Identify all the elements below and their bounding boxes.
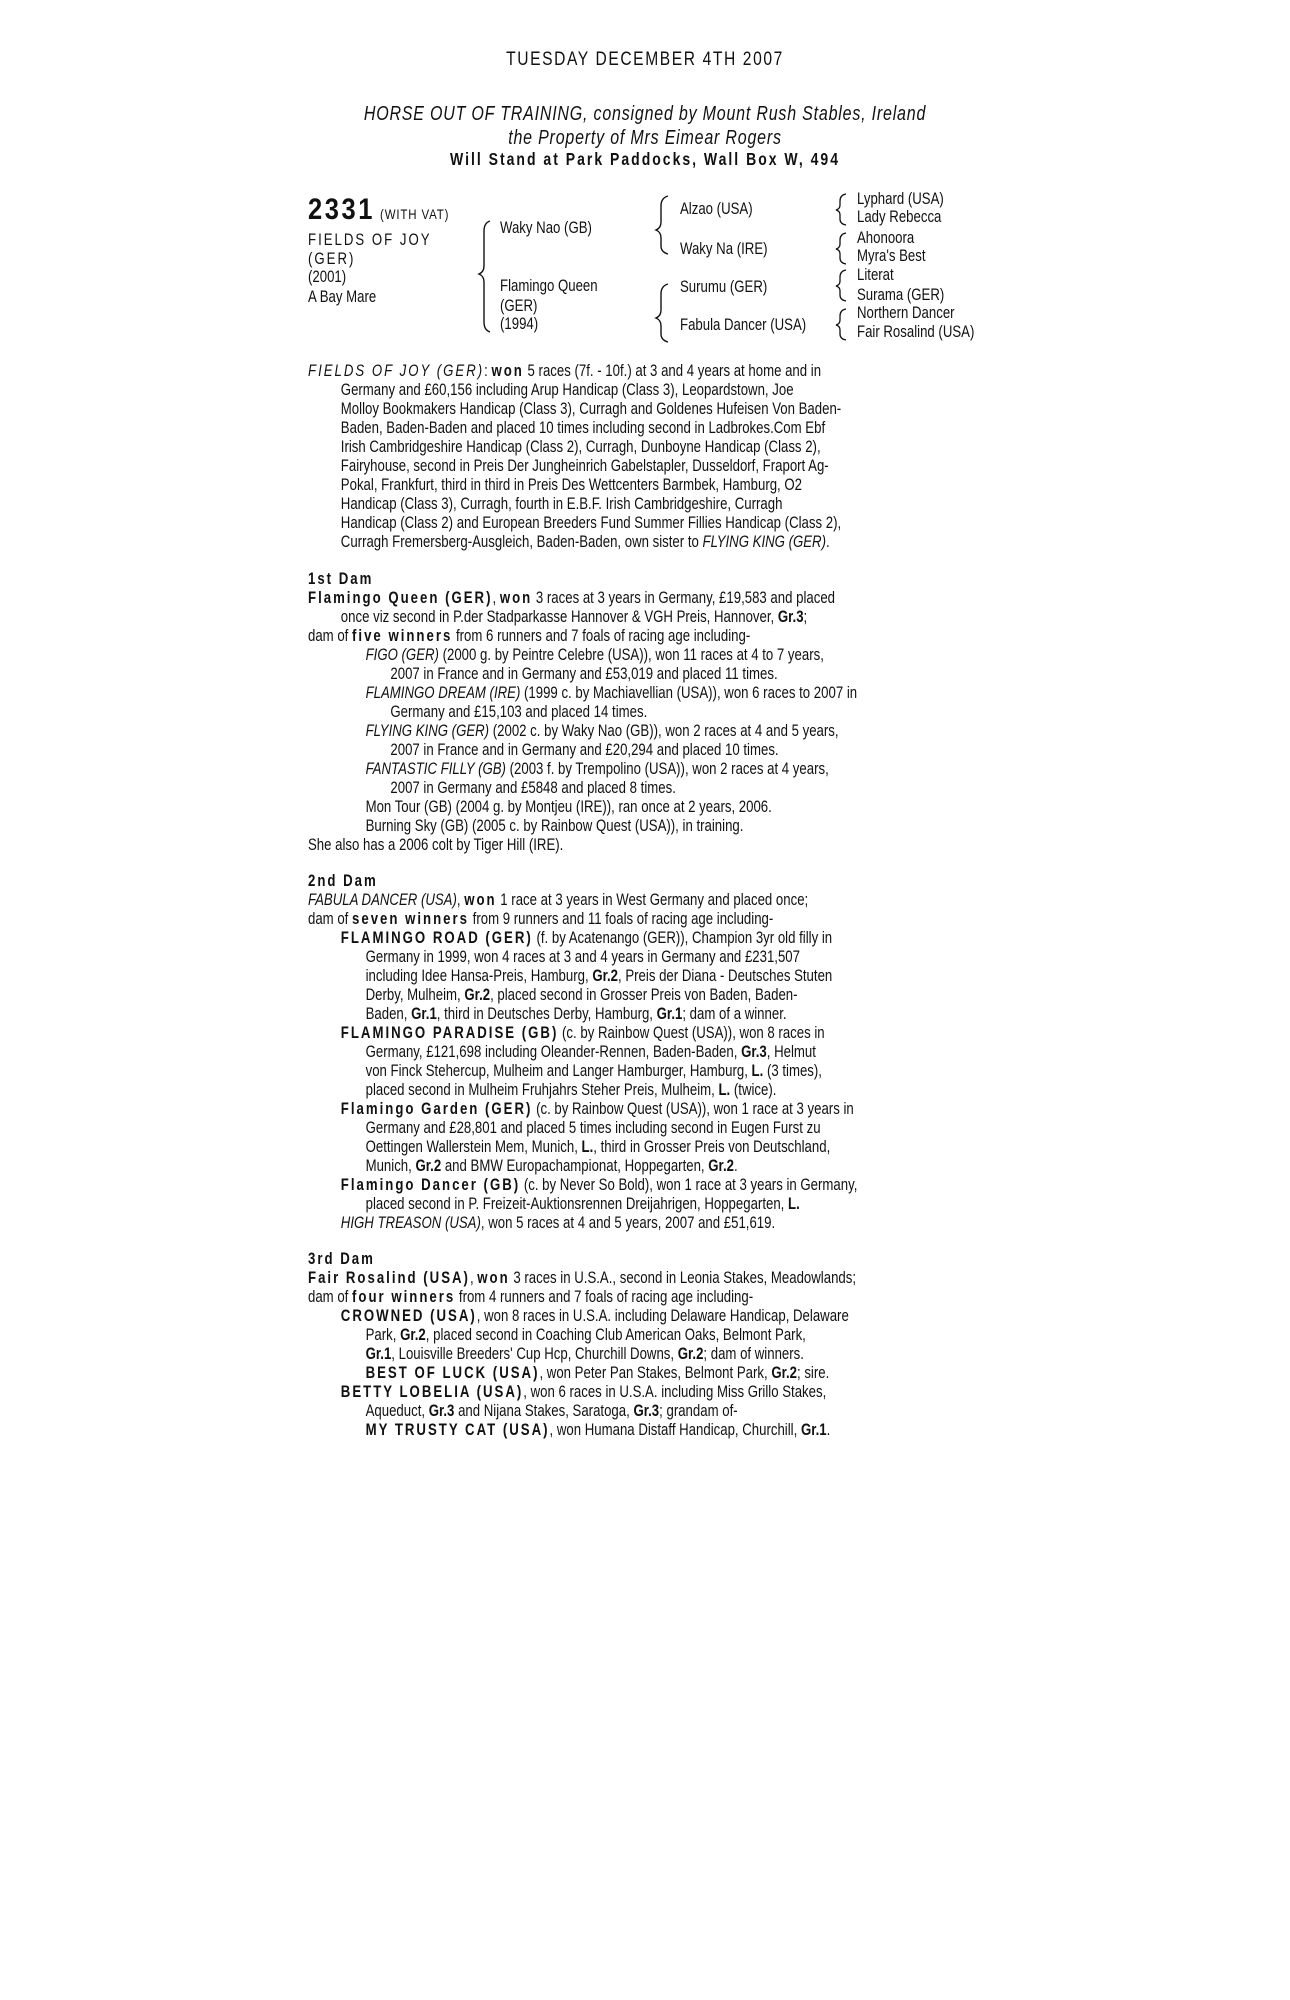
text: dam of bbox=[308, 1288, 353, 1306]
horse-name-ref: FIELDS OF JOY (GER) bbox=[308, 362, 485, 380]
text: (2002 c. by Waky Nao (GB)), won 2 races at 4 and 5 years, bbox=[489, 722, 839, 740]
produce-line: 2007 in France and in Germany and £20,294 and placed 10 times. bbox=[390, 741, 779, 759]
grade: Gr.1 bbox=[800, 1421, 827, 1439]
dam-line bbox=[308, 627, 984, 646]
grade: Gr.2 bbox=[708, 1157, 734, 1175]
produce-name: CROWNED (USA) bbox=[340, 1307, 477, 1325]
text: ; dam of a winner. bbox=[682, 1005, 787, 1023]
text: and Nijana Stakes, Saratoga, bbox=[454, 1402, 634, 1420]
produce-name: FLYING KING (GER) bbox=[365, 722, 490, 740]
won-word: won bbox=[499, 589, 533, 607]
pedigree-g4: Myra's Best bbox=[857, 247, 926, 265]
horse-name-line-2: (GER) bbox=[308, 250, 356, 268]
record-line: Pokal, Frankfurt, third in third in Preis Des Wettcenters Barmbek, Hamburg, O2 bbox=[340, 476, 802, 494]
first-dam-section bbox=[308, 570, 984, 855]
record-line: Irish Cambridgeshire Handicap (Class 2), Curragh, Dunboyne Handicap (Class 2), bbox=[340, 438, 821, 456]
produce-line bbox=[308, 1100, 984, 1119]
pedigree-g8: Fair Rosalind (USA) bbox=[857, 323, 975, 341]
produce-line bbox=[308, 1402, 984, 1421]
produce-name: MY TRUSTY CAT (USA) bbox=[365, 1421, 550, 1439]
text: Park, bbox=[365, 1326, 401, 1344]
produce-name: FLAMINGO PARADISE (GB) bbox=[340, 1024, 559, 1042]
text: von Finck Stehercup, Mulheim and Langer Hamburger, Hamburg, bbox=[365, 1062, 752, 1080]
pedigree-g2: Lady Rebecca bbox=[857, 208, 942, 226]
produce-name: HIGH TREASON (USA) bbox=[340, 1214, 481, 1232]
grade: Gr.2 bbox=[771, 1364, 797, 1382]
text: including Idee Hansa-Preis, Hamburg, bbox=[365, 967, 593, 985]
produce-line: Germany and £28,801 and placed 5 times including second in Eugen Furst zu bbox=[365, 1119, 821, 1137]
produce-line bbox=[308, 1214, 984, 1233]
section-heading: 3rd Dam bbox=[308, 1250, 375, 1268]
pedigree-sire-dam: Waky Na (IRE) bbox=[680, 240, 768, 258]
text: Baden, bbox=[365, 1005, 412, 1023]
text: placed second in Mulheim Fruhjahrs Steher Preis, Mulheim, bbox=[365, 1081, 719, 1099]
produce-line bbox=[308, 1383, 984, 1402]
produce-line: 2007 in France and in Germany and £53,019 and placed 11 times. bbox=[390, 665, 778, 683]
grade: Gr.1 bbox=[411, 1005, 437, 1023]
text: . bbox=[733, 1157, 738, 1175]
dam-line bbox=[308, 1269, 984, 1288]
produce-line bbox=[308, 760, 984, 779]
text: . bbox=[825, 533, 830, 551]
won-word: won bbox=[464, 891, 497, 909]
pedigree-dam-line-1: Flamingo Queen bbox=[500, 277, 598, 295]
text: once viz second in P.der Stadparkasse Hannover & VGH Preis, Hannover, bbox=[340, 608, 778, 626]
text: , Louisville Breeders' Cup Hcp, Churchill Downs, bbox=[391, 1345, 678, 1363]
produce-name: Flamingo Dancer (GB) bbox=[340, 1176, 521, 1194]
record-line: Fairyhouse, second in Preis Der Jungheinrich Gabelstapler, Dusseldorf, Fraport Ag- bbox=[340, 457, 829, 475]
text: Oettingen Wallerstein Mem, Munich, bbox=[365, 1138, 582, 1156]
text: , placed second in Coaching Club American Oaks, Belmont Park, bbox=[425, 1326, 806, 1344]
produce-name: Flamingo Garden (GER) bbox=[340, 1100, 533, 1118]
text: (c. by Rainbow Quest (USA)), won 1 race at 3 years in bbox=[532, 1100, 854, 1118]
consignment-line-1: HORSE OUT OF TRAINING, consigned by Mount Rush Stables, Ireland bbox=[363, 103, 927, 125]
produce-line: She also has a 2006 colt by Tiger Hill (IRE). bbox=[308, 836, 564, 854]
grade: Gr.2 bbox=[464, 986, 491, 1004]
text: , bbox=[492, 589, 500, 607]
text: , third in Deutsches Derby, Hamburg, bbox=[436, 1005, 657, 1023]
grade: Gr.2 bbox=[592, 967, 619, 985]
text: (c. by Rainbow Quest (USA)), won 8 races in bbox=[558, 1024, 825, 1042]
produce-line bbox=[308, 1326, 984, 1345]
text: (2003 f. by Trempolino (USA)), won 2 races at 4 years, bbox=[505, 760, 829, 778]
produce-line bbox=[308, 1138, 984, 1157]
record-line: Germany and £60,156 including Arup Handicap (Class 3), Leopardstown, Joe bbox=[340, 381, 794, 399]
pedigree-g1: Lyphard (USA) bbox=[857, 190, 944, 208]
record-line: Molloy Bookmakers Handicap (Class 3), Curragh and Goldenes Hufeisen Von Baden- bbox=[340, 400, 842, 418]
produce-line bbox=[308, 929, 984, 948]
dam-line bbox=[308, 589, 984, 608]
pedigree-dam-dam: Fabula Dancer (USA) bbox=[680, 316, 807, 334]
horse-description: A Bay Mare bbox=[308, 288, 377, 306]
dam-line bbox=[308, 608, 984, 627]
dam-name: Fair Rosalind (USA) bbox=[308, 1269, 470, 1287]
horse-name-line-1: FIELDS OF JOY bbox=[308, 231, 432, 249]
pedigree-sire-sire: Alzao (USA) bbox=[680, 200, 753, 218]
text: . bbox=[826, 1421, 831, 1439]
text: (c. by Never So Bold), won 1 race at 3 years in Germany, bbox=[520, 1176, 858, 1194]
record-line: Handicap (Class 2) and European Breeders Fund Summer Fillies Handicap (Class 2), bbox=[340, 514, 842, 532]
winners-count: seven winners bbox=[352, 910, 470, 928]
winners-count: four winners bbox=[352, 1288, 456, 1306]
text: ; sire. bbox=[797, 1364, 830, 1382]
text: 3 races in U.S.A., second in Leonia Stakes, Meadowlands; bbox=[509, 1269, 857, 1287]
section-heading: 1st Dam bbox=[308, 570, 374, 588]
produce-line: Burning Sky (GB) (2005 c. by Rainbow Quest (USA)), in training. bbox=[365, 817, 744, 835]
text: (1999 c. by Machiavellian (USA)), won 6 races to 2007 in bbox=[520, 684, 858, 702]
produce-line: Mon Tour (GB) (2004 g. by Montjeu (IRE)), ran once at 2 years, 2006. bbox=[365, 798, 772, 816]
produce-line: 2007 in Germany and £5848 and placed 8 times. bbox=[390, 779, 676, 797]
produce-line bbox=[308, 1005, 984, 1024]
produce-name: BETTY LOBELIA (USA) bbox=[340, 1383, 524, 1401]
produce-name: FIGO (GER) bbox=[365, 646, 439, 664]
pedigree-g3: Ahonoora bbox=[857, 229, 915, 247]
text: 3 races at 3 years in Germany, £19,583 and placed bbox=[532, 589, 836, 607]
produce-name: FLAMINGO DREAM (IRE) bbox=[365, 684, 521, 702]
text: from 9 runners and 11 foals of racing age including- bbox=[469, 910, 774, 928]
text: from 6 runners and 7 foals of racing age including- bbox=[452, 627, 751, 645]
pedigree-dam-line-2: (GER) bbox=[500, 297, 538, 315]
grade: Gr.1 bbox=[365, 1345, 392, 1363]
text: 1 race at 3 years in West Germany and placed once; bbox=[496, 891, 809, 909]
produce-line bbox=[308, 1024, 984, 1043]
grade: Gr.2 bbox=[677, 1345, 704, 1363]
dam-name: FABULA DANCER (USA) bbox=[308, 891, 457, 909]
grade: Gr.2 bbox=[400, 1326, 426, 1344]
dam-line bbox=[308, 910, 984, 929]
text: (3 times), bbox=[763, 1062, 822, 1080]
grade: L. bbox=[718, 1081, 731, 1099]
third-dam-section bbox=[308, 1250, 984, 1440]
grade: Gr.2 bbox=[415, 1157, 442, 1175]
produce-line bbox=[308, 684, 984, 703]
dam-name: Flamingo Queen (GER) bbox=[308, 589, 493, 607]
produce-line bbox=[308, 1176, 984, 1195]
pedigree-sire: Waky Nao (GB) bbox=[500, 219, 592, 237]
grade: Gr.1 bbox=[656, 1005, 683, 1023]
text: Munich, bbox=[365, 1157, 416, 1175]
text: ; bbox=[803, 608, 808, 626]
produce-line: Germany and £15,103 and placed 14 times. bbox=[390, 703, 648, 721]
consignment-line-2: the Property of Mrs Eimear Rogers bbox=[508, 127, 782, 149]
text: (f. by Acatenango (GER)), Champion 3yr old filly in bbox=[532, 929, 833, 947]
pedigree-g7: Northern Dancer bbox=[857, 304, 955, 322]
text: : bbox=[484, 362, 492, 380]
won-word: won bbox=[491, 362, 524, 380]
text: , won 8 races in U.S.A. including Delaware Handicap, Delaware bbox=[476, 1307, 849, 1325]
text: , won Humana Distaff Handicap, Churchill, bbox=[549, 1421, 801, 1439]
horse-year: (2001) bbox=[308, 268, 347, 286]
record-line: Handicap (Class 3), Curragh, fourth in E.B.F. Irish Cambridgeshire, Curragh bbox=[340, 495, 783, 513]
produce-line bbox=[308, 1421, 984, 1440]
text: Germany, £121,698 including Oleander-Rennen, Baden-Baden, bbox=[365, 1043, 742, 1061]
pedigree-g5: Literat bbox=[857, 266, 894, 284]
text: dam of bbox=[308, 910, 353, 928]
text: , won Peter Pan Stakes, Belmont Park, bbox=[539, 1364, 772, 1382]
grade: L. bbox=[751, 1062, 764, 1080]
produce-line bbox=[308, 1195, 984, 1214]
won-word: won bbox=[477, 1269, 510, 1287]
produce-name: FANTASTIC FILLY (GB) bbox=[365, 760, 506, 778]
sibling-ref: FLYING KING (GER) bbox=[702, 533, 826, 551]
text: (2000 g. by Peintre Celebre (USA)), won 11 races at 4 to 7 years, bbox=[438, 646, 824, 664]
pedigree-dam-sire: Surumu (GER) bbox=[680, 278, 768, 296]
produce-line bbox=[308, 1157, 984, 1176]
text: , Preis der Diana - Deutsches Stuten bbox=[618, 967, 833, 985]
grade: Gr.3 bbox=[428, 1402, 455, 1420]
text: dam of bbox=[308, 627, 353, 645]
produce-line bbox=[308, 722, 984, 741]
pedigree-dam-line-3: (1994) bbox=[500, 315, 539, 333]
dam-line bbox=[308, 891, 984, 910]
text: placed second in P. Freizeit-Auktionsrennen Dreijahrigen, Hoppegarten, bbox=[365, 1195, 789, 1213]
produce-line bbox=[308, 646, 984, 665]
lot-number: 2331 bbox=[308, 193, 375, 226]
text: from 4 runners and 7 foals of racing age including- bbox=[455, 1288, 754, 1306]
produce-line bbox=[308, 1062, 984, 1081]
sale-date: TUESDAY DECEMBER 4TH 2007 bbox=[506, 48, 784, 70]
record-line bbox=[308, 362, 984, 381]
pedigree-brackets bbox=[0, 0, 1290, 360]
produce-line bbox=[308, 1307, 984, 1326]
vat-note: (WITH VAT) bbox=[380, 207, 450, 222]
text: , third in Grosser Preis von Deutschland, bbox=[593, 1138, 831, 1156]
produce-name: FLAMINGO ROAD (GER) bbox=[340, 929, 533, 947]
text: , placed second in Grosser Preis von Baden, Baden- bbox=[490, 986, 798, 1004]
produce-name: BEST OF LUCK (USA) bbox=[365, 1364, 540, 1382]
text: Aqueduct, bbox=[365, 1402, 429, 1420]
pedigree-g6: Surama (GER) bbox=[857, 286, 945, 304]
grade: Gr.3 bbox=[777, 608, 804, 626]
second-dam-section bbox=[308, 872, 984, 1233]
produce-line bbox=[308, 1081, 984, 1100]
produce-line bbox=[308, 1364, 984, 1383]
grade: L. bbox=[581, 1138, 594, 1156]
stand-location: Will Stand at Park Paddocks, Wall Box W, 494 bbox=[450, 149, 840, 169]
section-heading: 2nd Dam bbox=[308, 872, 378, 890]
produce-line bbox=[308, 986, 984, 1005]
text: , won 6 races in U.S.A. including Miss Grillo Stakes, bbox=[523, 1383, 827, 1401]
text: (twice). bbox=[730, 1081, 777, 1099]
grade: Gr.3 bbox=[741, 1043, 767, 1061]
text: ; grandam of- bbox=[659, 1402, 738, 1420]
text: Curragh Fremersberg-Ausgleich, Baden-Baden, own sister to bbox=[340, 533, 703, 551]
grade: Gr.3 bbox=[633, 1402, 660, 1420]
text: , won 5 races at 4 and 5 years, 2007 and £51,619. bbox=[480, 1214, 776, 1232]
text: Derby, Mulheim, bbox=[365, 986, 465, 1004]
text: 5 races (7f. - 10f.) at 3 and 4 years at home and in bbox=[523, 362, 822, 380]
text: and BMW Europachampionat, Hoppegarten, bbox=[441, 1157, 709, 1175]
grade: L. bbox=[788, 1195, 800, 1213]
text: , Helmut bbox=[766, 1043, 816, 1061]
produce-line bbox=[308, 1043, 984, 1062]
text: , bbox=[469, 1269, 478, 1287]
record-line bbox=[308, 533, 984, 552]
produce-line bbox=[308, 967, 984, 986]
text: , bbox=[456, 891, 465, 909]
winners-count: five winners bbox=[352, 627, 453, 645]
produce-line bbox=[308, 1345, 984, 1364]
text: ; dam of winners. bbox=[703, 1345, 804, 1363]
race-record bbox=[308, 362, 984, 552]
record-line: Baden, Baden-Baden and placed 10 times including second in Ladbrokes.Com Ebf bbox=[340, 419, 826, 437]
dam-line bbox=[308, 1288, 984, 1307]
produce-line: Germany in 1999, won 4 races at 3 and 4 years in Germany and £231,507 bbox=[365, 948, 800, 966]
